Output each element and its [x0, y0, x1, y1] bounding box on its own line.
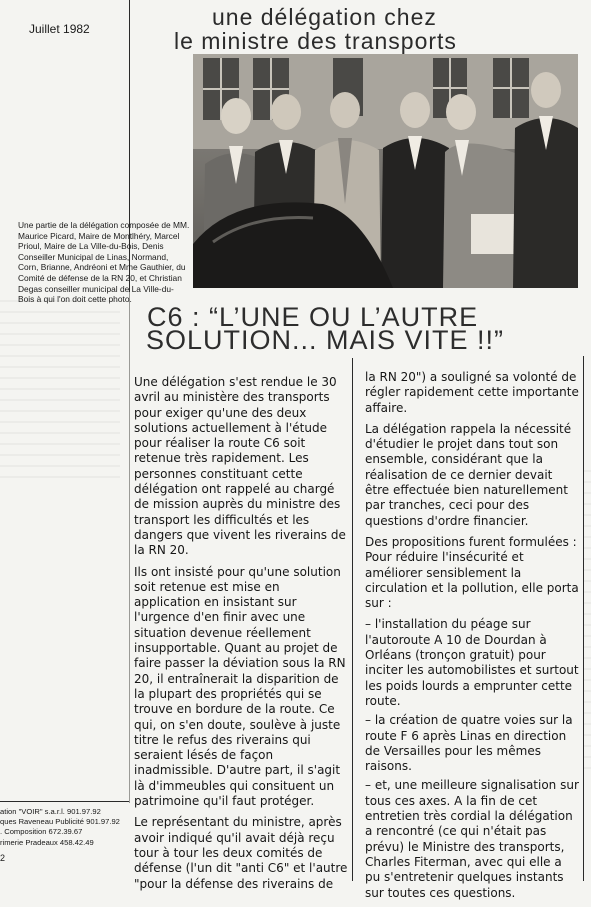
- article-paragraph: Le représentant du ministre, après avoir indiqué qu'il avait déjà reçu tour à tour les deux comités de défense (l'un dit "anti C6" et l'autre "pour la défense des riverains de: [134, 815, 348, 891]
- bleed-through-left: [0, 300, 120, 480]
- article-paragraph: Des propositions furent formulées : Pour réduire l'insécurité et améliorer sensiblement la circulation et la pollution, elle porta sur :: [365, 534, 579, 611]
- rule-left-lower: [129, 292, 130, 803]
- rule-center: [352, 358, 353, 881]
- page-number: 2: [0, 853, 6, 863]
- credit-line: rimerie Pradeaux 458.42.49: [0, 837, 94, 847]
- article-paragraph: la RN 20") a souligné sa volonté de régler rapidement cette importante affaire.: [365, 370, 579, 415]
- article-paragraph: Une délégation s'est rendue le 30 avril au ministère des transports pour exiger qu'une des deux solutions actuellement à l'étude pour réaliser la route C6 soit retenue très rapidement. Les personnes constituant cette délégation ont rappelé au chargé de mission auprès du ministre des transport les difficultés et les dangers que vivent les riverains de la RN 20.: [134, 375, 346, 558]
- article-paragraph: La délégation rappela la nécessité d'étudier le projet dans tout son ensemble, considérant que la réalisation de ce dernier devait être effectuée bien naturellement par tranches, ceci pour des questions d'ordre financier.: [365, 421, 572, 528]
- headline-line-2: le ministre des transports: [174, 28, 457, 54]
- credit-line: . Composition 672.39.67: [0, 827, 83, 837]
- article-column-1: [134, 375, 348, 898]
- article-paragraph: – l'installation du péage sur l'autoroute A 10 de Dourdan à Orléans (tronçon gratuit) pour inciter les automobilistes et surtout les poids lourds a emprunter cette route.: [365, 617, 579, 708]
- headline-line-1: une délégation chez: [212, 4, 437, 30]
- photo-caption: Une partie de la délégation composée de MM. Maurice Picard, Maire de Montlhéry, Marcel Prioul, Maire de La Ville-du-Bois, Denis Conseiller Municipal de Linas, Normand, Corn, Brianne, Andréoni et Mme Gauthier, du Comité de défense de la RN 20, et Christian Degas conseiller municipal de La Ville-du-Bois à qui l'on doit cette photo.: [18, 220, 190, 305]
- delegation-photo: [193, 54, 578, 288]
- credit-line: ation "VOIR" s.a.r.l. 901.97.92: [0, 807, 101, 816]
- publication-credits: [0, 807, 128, 848]
- article-paragraph: – et, une meilleure signalisation sur tous ces axes. A la fin de cet entretien très cordial la délégation a rencontré (ce qui n'était pas prévu) le Ministre des transports, Charles Fiterman, avec qui elle a pu s'entretenir quelques instants sur toutes ces questions.: [365, 778, 579, 900]
- credit-line: ques Raveneau Publicité 901.97.92: [0, 817, 120, 827]
- article-column-2: [365, 370, 579, 907]
- issue-date: Juillet 1982: [29, 22, 90, 36]
- article-paragraph: – la création de quatre voies sur la route F 6 après Linas en direction de Versailles pour les mêmes raisons.: [365, 713, 573, 774]
- article-paragraph: Ils ont insisté pour qu'une solution soit retenue est mise en application en insistant sur l'urgence d'en finir avec une situation devenue réellement insupportable. Quant au projet de faire passer la déviation sous la RN 20, il entraînerait la disparition de la plupart des propriétés qui se trouve en bordure de la route. Ce qui, on s'en doute, soulève à juste titre le refus des riverains qui seraient lésés de façon inadmissible. D'autre part, il s'agit là d'immeubles qui consituent un patrimoine qu'il faut protéger.: [134, 564, 346, 809]
- subheadline-line-2: SOLUTION... MAIS VITE !!”: [146, 325, 505, 355]
- subheadline-line-1: C6 : “L’UNE OU L’AUTRE: [147, 302, 479, 332]
- rule-credits: [0, 801, 129, 802]
- bleed-through-right: [584, 470, 591, 770]
